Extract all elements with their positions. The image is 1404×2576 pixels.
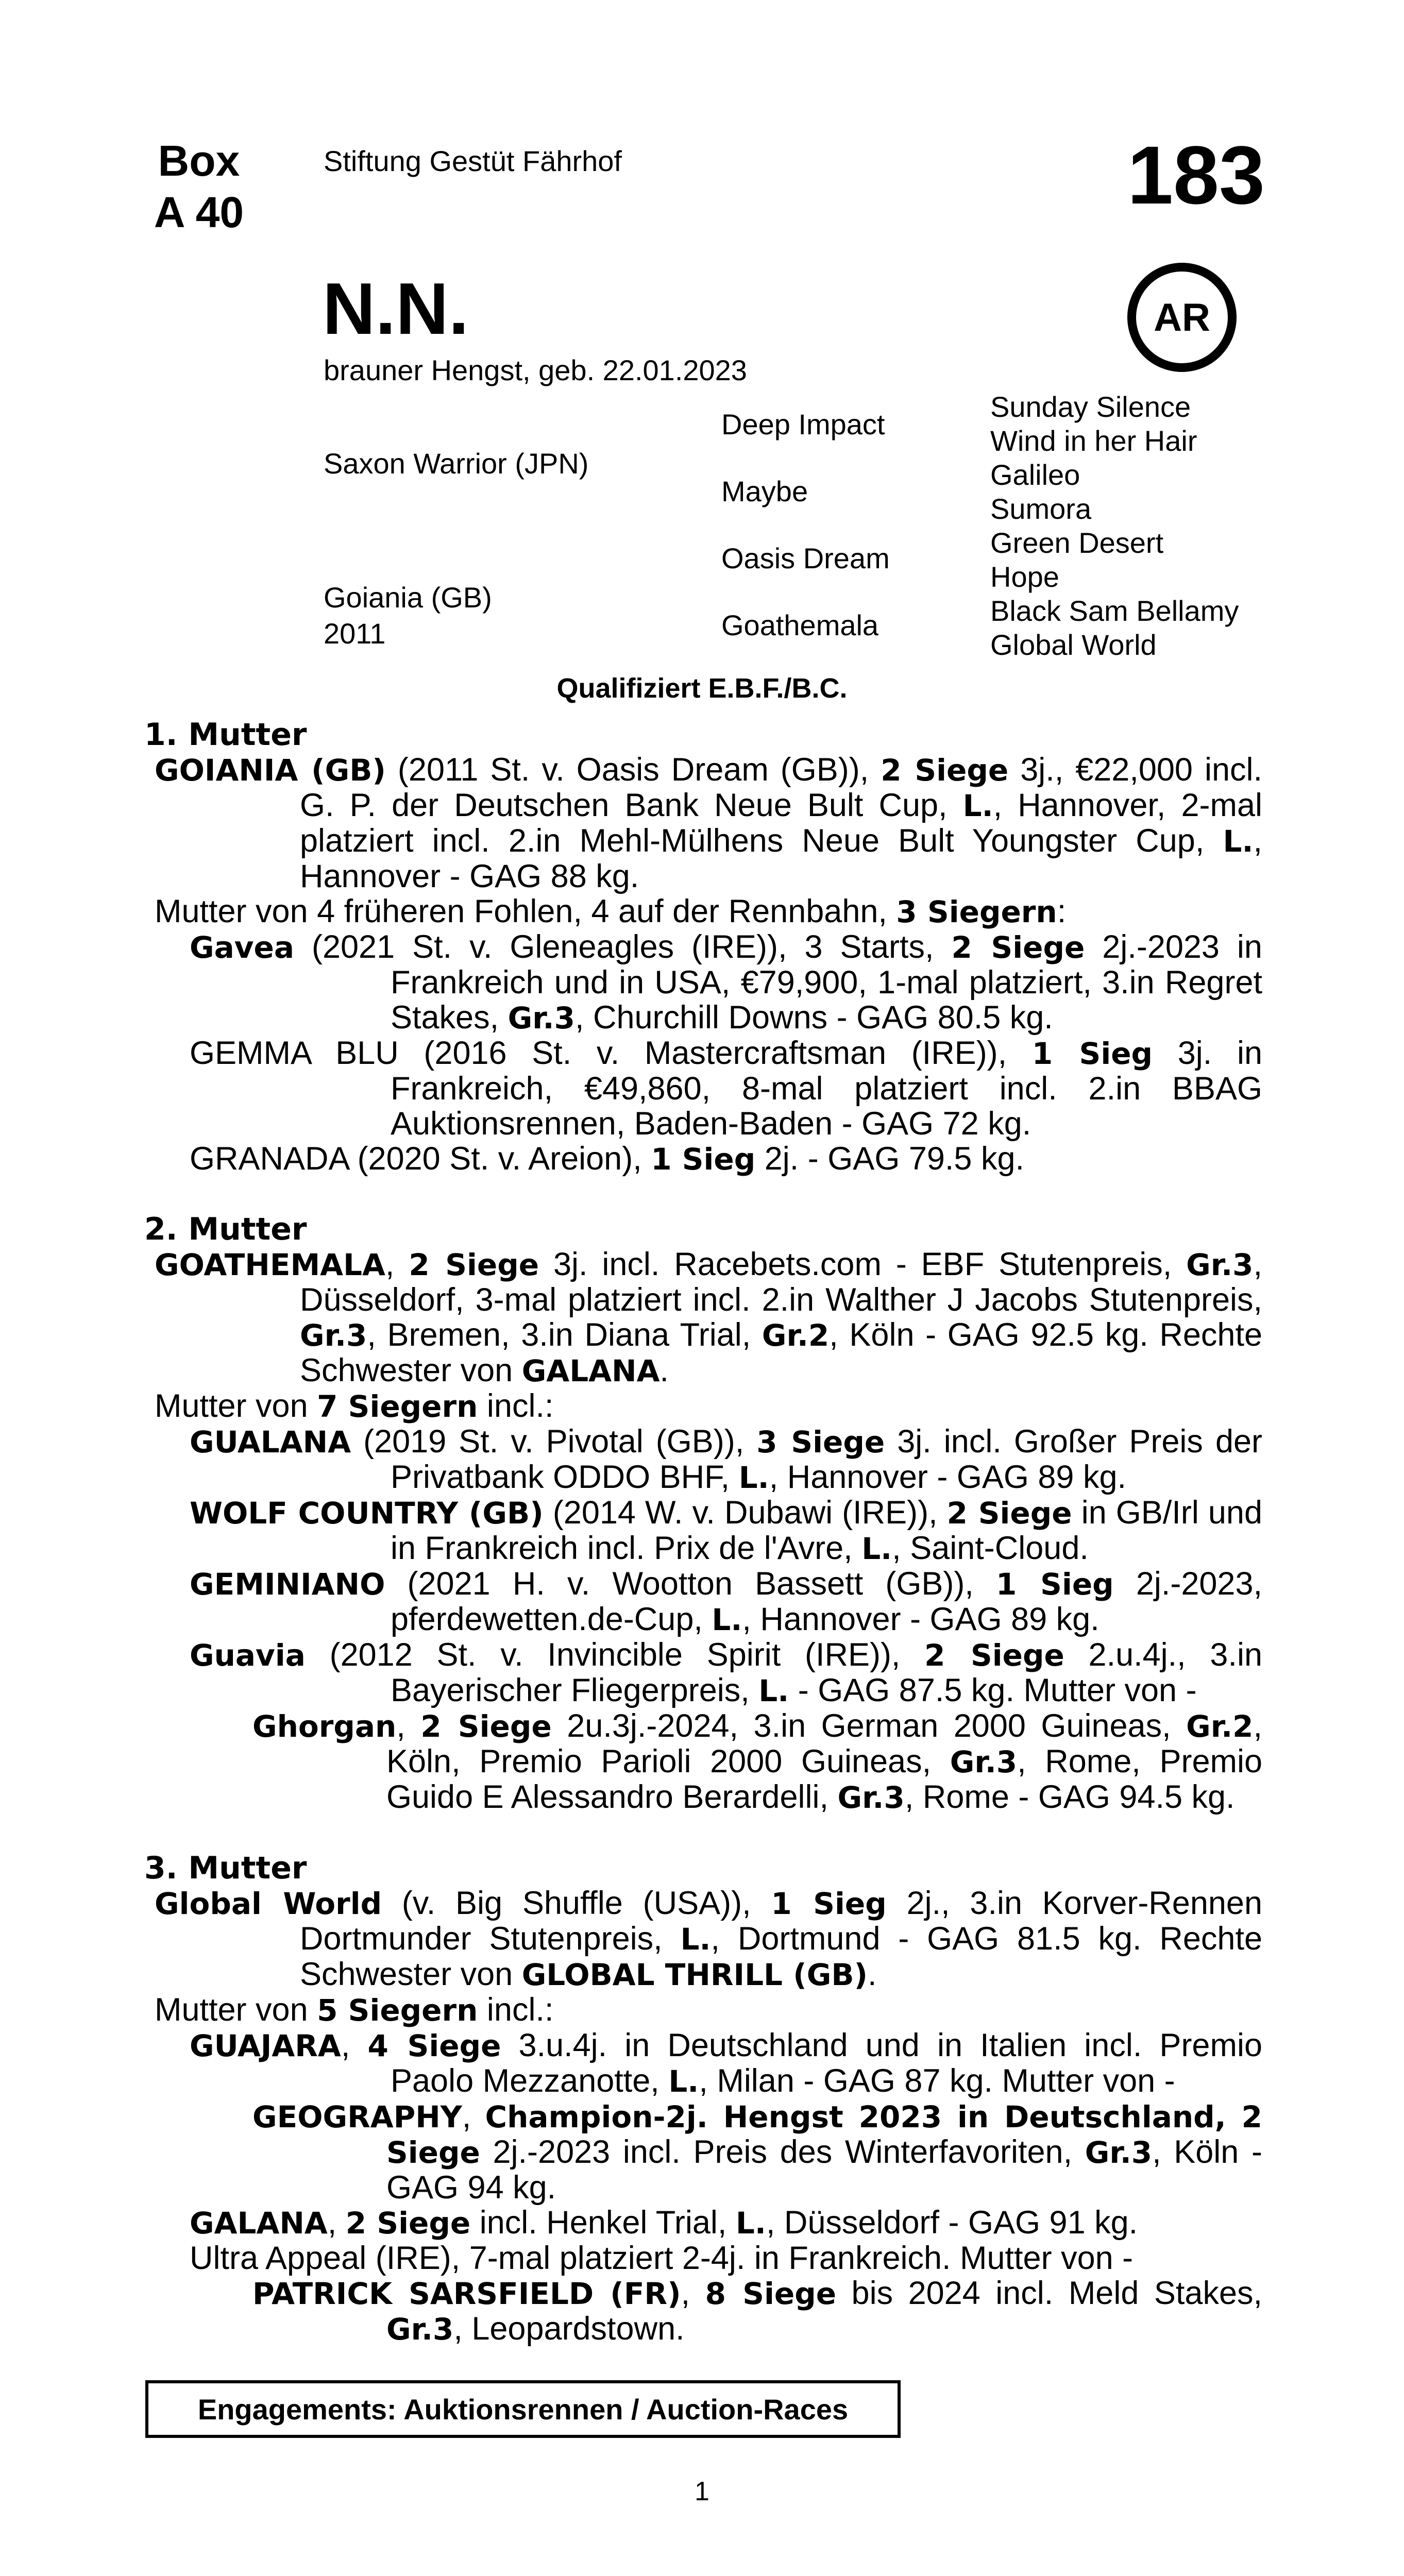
bold-text: 2 Siege bbox=[881, 753, 1009, 788]
produce-entry bbox=[144, 1036, 1262, 1141]
text-run: (2011 St. v. Oasis Dream (GB)), bbox=[385, 752, 881, 788]
text-run: incl.: bbox=[478, 1992, 554, 2028]
bold-text: Gavea bbox=[190, 930, 295, 965]
produce-entry bbox=[144, 2028, 1262, 2099]
bold-text: Global World bbox=[155, 1886, 382, 1921]
engagements-box bbox=[145, 2380, 901, 2438]
bold-text: L. bbox=[1223, 824, 1254, 859]
ar-badge-label: AR bbox=[1154, 295, 1210, 340]
text-run: (v. Big Shuffle (USA)), bbox=[382, 1885, 771, 1921]
text-run: (2019 St. v. Pivotal (GB)), bbox=[351, 1423, 757, 1460]
bold-text: GALANA bbox=[190, 2206, 328, 2241]
bold-text: 3 Siege bbox=[756, 1425, 885, 1460]
bold-text: GEMINIANO bbox=[190, 1567, 385, 1602]
section-first-dam bbox=[144, 717, 1262, 1177]
bold-text: 1 Sieg bbox=[771, 1886, 887, 1921]
bold-text: Gr.3 bbox=[300, 1318, 367, 1353]
bold-text: L. bbox=[738, 1460, 769, 1495]
pedigree-grandparent: Maybe bbox=[721, 475, 808, 507]
text-run: , Düsseldorf, 3-mal platziert incl. 2.in Walther J Jacobs Stutenpreis, bbox=[300, 1246, 1262, 1318]
text-run: Mutter von 4 früheren Fohlen, 4 auf der Rennbahn, bbox=[155, 893, 896, 929]
text-run: 2.u.4j., 3.in Bayerischer Fliegerpreis, bbox=[391, 1637, 1262, 1708]
dam-record bbox=[144, 1886, 1262, 1992]
produce-summary bbox=[144, 894, 1262, 929]
produce-entry bbox=[144, 2241, 1262, 2276]
bold-text: GALANA bbox=[521, 1353, 660, 1388]
bold-text: 3 Siegern bbox=[896, 894, 1057, 929]
bold-text: 1 Sieg bbox=[651, 1142, 756, 1177]
bold-text: Gr.3 bbox=[950, 1744, 1018, 1780]
text-run: in GB/Irl und in Frankreich incl. Prix de l'Avre, bbox=[391, 1495, 1262, 1566]
bold-text: 2 Siege bbox=[345, 2206, 471, 2241]
text-run: 3j. in Frankreich, €49,860, 8-mal platziert incl. 2.in BBAG Auktionsrennen, Baden-Baden - GAG 72 kg. bbox=[391, 1035, 1262, 1142]
text-run: , Köln - GAG 94 kg. bbox=[386, 2134, 1262, 2206]
horse-description: brauner Hengst, geb. 22.01.2023 bbox=[324, 354, 747, 386]
text-run: Ultra Appeal (IRE), 7-mal platziert 2-4j. in Frankreich. Mutter von - bbox=[190, 2240, 1134, 2276]
bold-text: GOIANIA (GB) bbox=[155, 753, 386, 788]
text-run: 3j. incl. Racebets.com - EBF Stutenpreis, bbox=[539, 1246, 1187, 1282]
bold-text: 2 Siege bbox=[409, 1247, 539, 1282]
box-line-1: Box bbox=[158, 137, 240, 185]
bold-text: GUALANA bbox=[190, 1425, 351, 1460]
text-run: incl.: bbox=[478, 1388, 554, 1424]
grand-produce-entry bbox=[144, 2276, 1262, 2347]
bold-text: Gr.3 bbox=[1186, 1247, 1254, 1282]
text-run: , Saint-Cloud. bbox=[892, 1530, 1089, 1566]
text-run: 2u.3j.-2024, 3.in German 2000 Guineas, bbox=[551, 1708, 1187, 1744]
bold-text: Gr.3 bbox=[1085, 2135, 1153, 2170]
text-run: , bbox=[327, 2205, 346, 2241]
bold-text: Gr.3 bbox=[837, 1780, 905, 1815]
text-run: , Hannover - GAG 88 kg. bbox=[300, 823, 1262, 894]
text-run: 2j., 3.in Korver-Rennen Dortmunder Stutenpreis, bbox=[300, 1885, 1262, 1957]
text-run: , Dortmund - GAG 81.5 kg. Rechte Schwester von bbox=[300, 1921, 1262, 1992]
text-run: , bbox=[396, 1708, 421, 1744]
section-heading: 1. Mutter bbox=[144, 717, 307, 753]
text-run: , Milan - GAG 87 kg. Mutter von - bbox=[699, 2063, 1175, 2099]
text-run: , Hannover - GAG 89 kg. bbox=[742, 1601, 1099, 1637]
bold-text: L. bbox=[861, 1531, 892, 1566]
text-run: 3.u.4j. in Deutschland und in Italien incl. Premio Paolo Mezzanotte, bbox=[391, 2027, 1262, 2099]
text-run: GRANADA (2020 St. v. Areion), bbox=[190, 1141, 651, 1177]
bold-text: Gr.3 bbox=[508, 1001, 575, 1036]
pedigree-great-grandparent: Galileo bbox=[990, 459, 1080, 491]
text-run: Mutter von bbox=[155, 1388, 317, 1424]
dam-record bbox=[144, 752, 1262, 894]
bold-text: 2 Siege bbox=[946, 1496, 1072, 1531]
bold-text: 2 Siege bbox=[951, 930, 1085, 965]
text-run: , Köln - GAG 92.5 kg. Rechte Schwester von bbox=[300, 1317, 1262, 1388]
bold-text: Gr.2 bbox=[1186, 1709, 1254, 1744]
pedigree-dam-year: 2011 bbox=[324, 617, 386, 650]
text-run: incl. Henkel Trial, bbox=[470, 2205, 736, 2241]
text-run: , bbox=[462, 2098, 485, 2134]
bold-text: GLOBAL THRILL (GB) bbox=[521, 1957, 868, 1992]
text-run: , bbox=[341, 2027, 368, 2063]
pedigree-great-grandparent: Wind in her Hair bbox=[990, 425, 1197, 457]
text-run: 2j. - GAG 79.5 kg. bbox=[755, 1141, 1024, 1177]
box-line-2: A 40 bbox=[154, 188, 244, 236]
text-run: 3j., €22,000 incl. G. P. der Deutschen Bank Neue Bult Cup, bbox=[300, 752, 1262, 823]
bold-text: L. bbox=[680, 1922, 711, 1957]
section-heading: 3. Mutter bbox=[144, 1850, 307, 1886]
grand-produce-entry bbox=[144, 1708, 1262, 1815]
produce-entry bbox=[144, 2205, 1262, 2241]
text-run: 3j. incl. Großer Preis der Privatbank ODDO BHF, bbox=[391, 1423, 1262, 1495]
text-run: , Bremen, 3.in Diana Trial, bbox=[367, 1317, 762, 1353]
pedigree-great-grandparent: Green Desert bbox=[990, 527, 1164, 559]
bold-text: L. bbox=[668, 2064, 699, 2099]
bold-text: 1 Sieg bbox=[1031, 1036, 1153, 1071]
produce-summary bbox=[144, 1388, 1262, 1424]
pedigree-dam: Goiania (GB) bbox=[324, 581, 492, 614]
horse-name: N.N. bbox=[323, 268, 469, 350]
bold-text: Ghorgan bbox=[252, 1709, 397, 1744]
text-run: Mutter von bbox=[155, 1992, 317, 2028]
produce-entry bbox=[144, 929, 1262, 1036]
text-run: . bbox=[868, 1956, 877, 1992]
pedigree-great-grandparent: Sunday Silence bbox=[990, 391, 1191, 423]
text-run: : bbox=[1057, 893, 1067, 929]
text-run: , Düsseldorf - GAG 91 kg. bbox=[766, 2205, 1138, 2241]
text-run: 2j.-2023 incl. Preis des Winterfavoriten, bbox=[480, 2134, 1085, 2170]
grand-produce-entry bbox=[144, 2099, 1262, 2205]
bold-text: 8 Siege bbox=[705, 2276, 837, 2311]
page-number: 1 bbox=[695, 2477, 709, 2506]
bold-text: GUAJARA bbox=[190, 2028, 341, 2063]
section-heading: 2. Mutter bbox=[144, 1211, 307, 1247]
pedigree-great-grandparent: Hope bbox=[990, 561, 1059, 593]
pedigree-sire: Saxon Warrior (JPN) bbox=[324, 447, 589, 480]
text-run: . bbox=[659, 1352, 669, 1388]
produce-entry bbox=[144, 1495, 1262, 1566]
text-run: , Leopardstown. bbox=[453, 2311, 685, 2347]
bold-text: 5 Siegern bbox=[317, 1993, 478, 2028]
bold-text: L. bbox=[962, 788, 993, 823]
text-run: (2021 H. v. Wootton Bassett (GB)), bbox=[385, 1566, 996, 1602]
text-run: , Hannover - GAG 89 kg. bbox=[769, 1459, 1126, 1495]
produce-entry bbox=[144, 1424, 1262, 1495]
bold-text: GEOGRAPHY bbox=[252, 2099, 462, 2134]
lot-number: 183 bbox=[1127, 129, 1265, 221]
produce-summary bbox=[144, 1992, 1262, 2028]
qualification: Qualifiziert E.B.F./B.C. bbox=[556, 673, 848, 704]
pedigree-great-grandparent: Sumora bbox=[990, 493, 1092, 525]
ar-badge bbox=[1127, 263, 1237, 372]
bold-text: L. bbox=[712, 1602, 742, 1637]
bold-text: Gr.2 bbox=[762, 1318, 830, 1353]
text-run: - GAG 87.5 kg. Mutter von - bbox=[789, 1672, 1197, 1708]
text-run: (2014 W. v. Dubawi (IRE)), bbox=[543, 1495, 947, 1531]
text-run: , Rome, Premio Guido E Alessandro Berardelli, bbox=[386, 1743, 1262, 1815]
bold-text: Champion-2j. Hengst 2023 in Deutschland, 2 Siege bbox=[386, 2099, 1262, 2170]
box-label bbox=[153, 135, 245, 238]
engagements-label: Engagements: Auktionsrennen / Auction-Races bbox=[197, 2393, 849, 2426]
bold-text: PATRICK SARSFIELD (FR) bbox=[252, 2276, 681, 2311]
bold-text: Guavia bbox=[190, 1638, 306, 1673]
text-run: GEMMA BLU (2016 St. v. Mastercraftsman (IRE)), bbox=[190, 1035, 1032, 1071]
pedigree-great-grandparent: Global World bbox=[990, 629, 1157, 661]
bold-text: 2 Siege bbox=[420, 1709, 552, 1744]
bold-text: WOLF COUNTRY (GB) bbox=[190, 1496, 544, 1531]
text-run: (2021 St. v. Gleneagles (IRE)), 3 Starts, bbox=[294, 929, 952, 965]
produce-entry bbox=[144, 1566, 1262, 1637]
bold-text: L. bbox=[758, 1673, 789, 1708]
owner-name: Stiftung Gestüt Fährhof bbox=[324, 145, 622, 177]
text-run: , Hannover, 2-mal platziert incl. 2.in Mehl-Mülhens Neue Bult Youngster Cup, bbox=[300, 787, 1262, 859]
text-run: (2012 St. v. Invincible Spirit (IRE)), bbox=[305, 1637, 925, 1673]
pedigree-grandparent: Goathemala bbox=[721, 609, 879, 641]
produce-entry bbox=[144, 1141, 1262, 1177]
bold-text: GOATHEMALA bbox=[155, 1247, 385, 1282]
bold-text: L. bbox=[735, 2206, 766, 2241]
text-run: , Köln, Premio Parioli 2000 Guineas, bbox=[386, 1708, 1262, 1780]
text-run: bis 2024 incl. Meld Stakes, bbox=[836, 2275, 1262, 2311]
text-run: , Rome - GAG 94.5 kg. bbox=[904, 1779, 1235, 1815]
section-second-dam bbox=[144, 1212, 1262, 1815]
text-run: , bbox=[385, 1246, 409, 1282]
bold-text: 7 Siegern bbox=[317, 1389, 478, 1424]
produce-entry bbox=[144, 1637, 1262, 1708]
pedigree-great-grandparent: Black Sam Bellamy bbox=[990, 595, 1239, 627]
bold-text: 1 Sieg bbox=[995, 1567, 1114, 1602]
text-run: , Churchill Downs - GAG 80.5 kg. bbox=[574, 999, 1053, 1036]
pedigree-grandparent: Oasis Dream bbox=[721, 542, 890, 574]
bold-text: 2 Siege bbox=[924, 1638, 1064, 1673]
dam-record bbox=[144, 1247, 1262, 1388]
pedigree-grandparent: Deep Impact bbox=[721, 408, 885, 440]
section-third-dam bbox=[144, 1851, 1262, 2347]
text-run: 2j.-2023 in Frankreich und in USA, €79,900, 1-mal platziert, 3.in Regret Stakes, bbox=[391, 929, 1262, 1036]
text-run: 2j.-2023, pferdewetten.de-Cup, bbox=[391, 1566, 1263, 1637]
text-run: , bbox=[681, 2275, 705, 2311]
bold-text: Gr.3 bbox=[386, 2312, 454, 2347]
bold-text: 4 Siege bbox=[367, 2028, 501, 2063]
